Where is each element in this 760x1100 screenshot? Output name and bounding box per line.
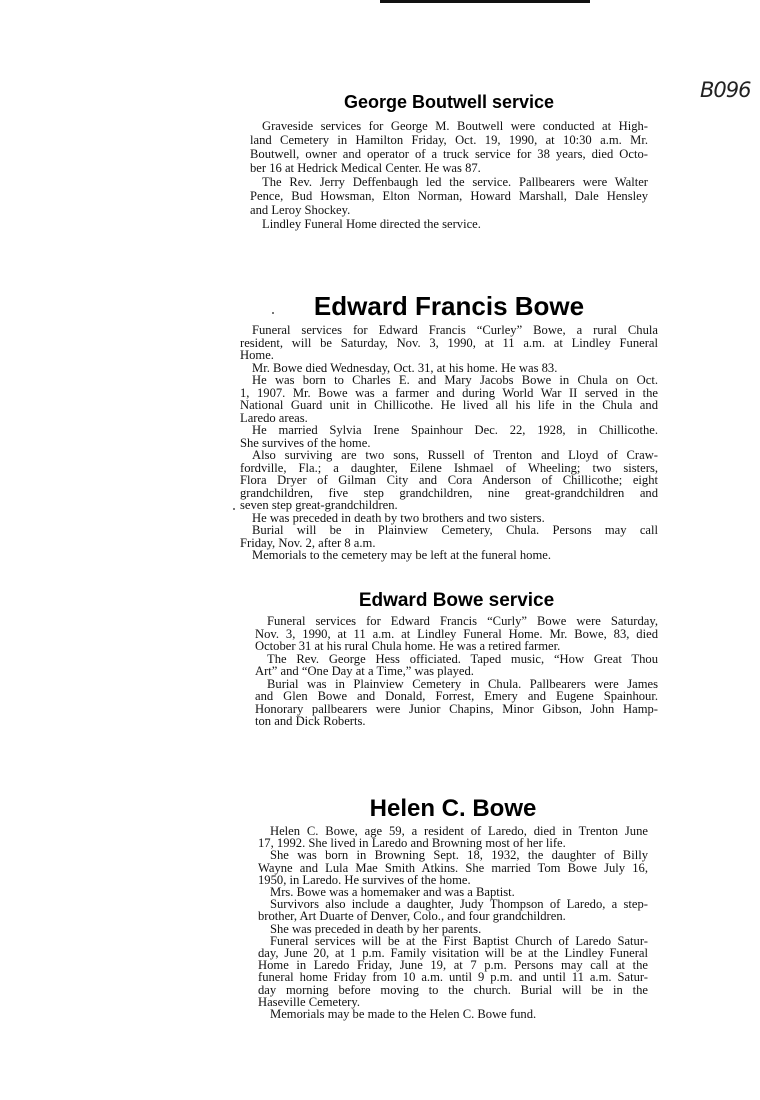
text-line: Pence, Bud Howsman, Elton Norman, Howard Marshall, Dale Hensley	[250, 189, 648, 203]
text-line: Haseville Cemetery.	[258, 994, 360, 1009]
paragraph	[258, 898, 648, 922]
text-line: She was preceded in death by her parents.	[270, 921, 482, 936]
text-line: Memorials to the cemetery may be left at the funeral home.	[252, 548, 551, 562]
text-line: Funeral services for Edward Francis “Curley” Bowe, a rural Chula	[252, 323, 658, 337]
text-line: Art” and “One Day at a Time,” was played.	[255, 664, 474, 678]
text-line: and Leroy Shockey.	[250, 203, 351, 217]
article-edward-bowe-service	[255, 590, 658, 728]
text-line: Funeral services will be at the First Baptist Church of Laredo Satur-	[270, 933, 648, 948]
text-line: 17, 1992. She lived in Laredo and Browning most of her life.	[258, 836, 566, 851]
text-line: Also surviving are two sons, Russell of Trenton and Lloyd of Craw-	[252, 448, 658, 462]
text-line: Survivors also include a daughter, Judy Thompson of Laredo, a step-	[270, 897, 648, 912]
paragraph	[258, 935, 648, 1008]
text-line: grandchildren, five step grandchildren, nine great-grandchildren and	[240, 485, 658, 500]
text-line: Mr. Bowe died Wednesday, Oct. 31, at his home. He was 83.	[252, 360, 558, 375]
text-line: fordville, Fla.; a daughter, Eilene Ishmael of Wheeling; two sisters,	[240, 460, 658, 475]
paragraph	[240, 324, 658, 362]
text-line: Friday, Nov. 2, after 8 a.m.	[240, 535, 376, 550]
text-line: He was born to Charles E. and Mary Jacobs Bowe in Chula on Oct.	[252, 373, 658, 387]
text-line: The Rev. George Hess officiated. Taped music, “How Great Thou	[267, 651, 658, 666]
text-line: day morning before moving to the church. Burial will be in the	[258, 982, 648, 997]
text-line: Laredo areas.	[240, 410, 308, 425]
text-line: National Guard unit in Chillicothe. He lived all his life in the Chula and	[240, 398, 658, 412]
article-helen-c-bowe	[258, 795, 648, 1020]
article-title: George Boutwell service	[343, 92, 555, 112]
paragraph	[250, 119, 648, 175]
text-line: Home.	[240, 348, 274, 362]
article-title: Edward Bowe service	[358, 590, 555, 611]
article-george-boutwell	[250, 92, 648, 231]
paragraph	[240, 524, 658, 549]
text-line: Nov. 3, 1990, at 11 a.m. at Lindley Funeral Home. Mr. Bowe, 83, died	[255, 626, 658, 641]
article-title: Edward Francis Bowe	[313, 291, 585, 321]
text-line: Burial will be in Plainview Cemetery, Chula. Persons may call	[252, 523, 658, 537]
text-line: Home in Laredo Friday, June 19, at 7 p.m. Persons may call at the	[258, 958, 648, 973]
paragraph	[258, 923, 648, 935]
text-line: Memorials may be made to the Helen C. Bowe fund.	[270, 1007, 537, 1022]
text-line: Boutwell, owner and operator of a truck service for 38 years, died Octo-	[250, 147, 648, 161]
text-line: Mrs. Bowe was a homemaker and was a Baptist.	[270, 885, 515, 900]
text-line: She was born in Browning Sept. 18, 1932, the daughter of Billy	[270, 848, 648, 863]
paragraph	[240, 549, 658, 562]
text-line: Flora Dryer of Gilman City and Cora Anderson of Chillicothe; eight	[240, 473, 658, 487]
text-line: day, June 20, at 1 p.m. Family visitation will be at the Lindley Funeral	[258, 946, 648, 961]
paragraph	[240, 449, 658, 512]
scan-edge-bar	[380, 0, 590, 3]
text-line: 1, 1907. Mr. Bowe was a farmer and during World War II served in the	[240, 385, 658, 400]
text-line: The Rev. Jerry Deffenbaugh led the service. Pallbearers were Walter	[262, 175, 648, 189]
text-line: ber 16 at Hedrick Medical Center. He was 87.	[250, 161, 481, 175]
article-title: Helen C. Bowe	[369, 795, 537, 822]
text-line: and Glen Bowe and Donald, Forrest, Emery and Eugene Spainhour.	[255, 689, 658, 703]
text-line: brother, Art Duarte of Denver, Colo., and four grandchildren.	[258, 909, 566, 924]
text-line: seven step great-grandchildren.	[240, 498, 398, 512]
handwritten-file-id: B096	[700, 78, 751, 102]
text-line: Funeral services for Edward Francis “Curly” Bowe were Saturday,	[267, 614, 658, 628]
article-edward-francis-bowe	[240, 291, 658, 562]
text-line: Helen C. Bowe, age 59, a resident of Laredo, died in Trenton June	[270, 824, 648, 838]
text-line: land Cemetery in Hamilton Friday, Oct. 19, 1990, at 10:30 a.m. Mr.	[250, 133, 648, 147]
text-line: Burial was in Plainview Cemetery in Chula. Pallbearers were James	[267, 676, 658, 691]
text-line: Honorary pallbearers were Junior Chapins, Minor Gibson, John Hamp-	[255, 701, 658, 716]
paragraph	[240, 374, 658, 424]
text-line: funeral home Friday from 10 a.m. until 9 p.m. and until 11 a.m. Satur-	[258, 970, 648, 985]
paragraph	[258, 1008, 648, 1020]
paragraph	[258, 849, 648, 886]
paragraph	[255, 653, 658, 678]
paragraph	[255, 678, 658, 728]
scan-speck	[233, 508, 235, 510]
text-line: Graveside services for George M. Boutwell were conducted at High-	[262, 119, 648, 133]
scan-speck	[272, 312, 274, 314]
paragraph	[255, 615, 658, 653]
text-line: He was preceded in death by two brothers and two sisters.	[252, 510, 545, 525]
text-line: 1950, in Laredo. He survives of the home.	[258, 872, 471, 887]
text-line: ton and Dick Roberts.	[255, 714, 366, 728]
paragraph	[250, 217, 648, 231]
paragraph	[240, 424, 658, 449]
text-line: October 31 at his rural Chula home. He was a retired farmer.	[255, 639, 561, 653]
text-line: Wayne and Lula Mae Smith Atkins. She married Tom Bowe July 16,	[258, 860, 648, 875]
text-line: resident, will be Saturday, Nov. 3, 1990, at 11 a.m. at Lindley Funeral	[240, 335, 658, 350]
text-line: He married Sylvia Irene Spainhour Dec. 22, 1928, in Chillicothe.	[252, 423, 658, 437]
text-line: Lindley Funeral Home directed the service.	[262, 217, 481, 231]
paragraph	[250, 175, 648, 217]
text-line: She survives of the home.	[240, 435, 371, 450]
paragraph	[258, 825, 648, 849]
